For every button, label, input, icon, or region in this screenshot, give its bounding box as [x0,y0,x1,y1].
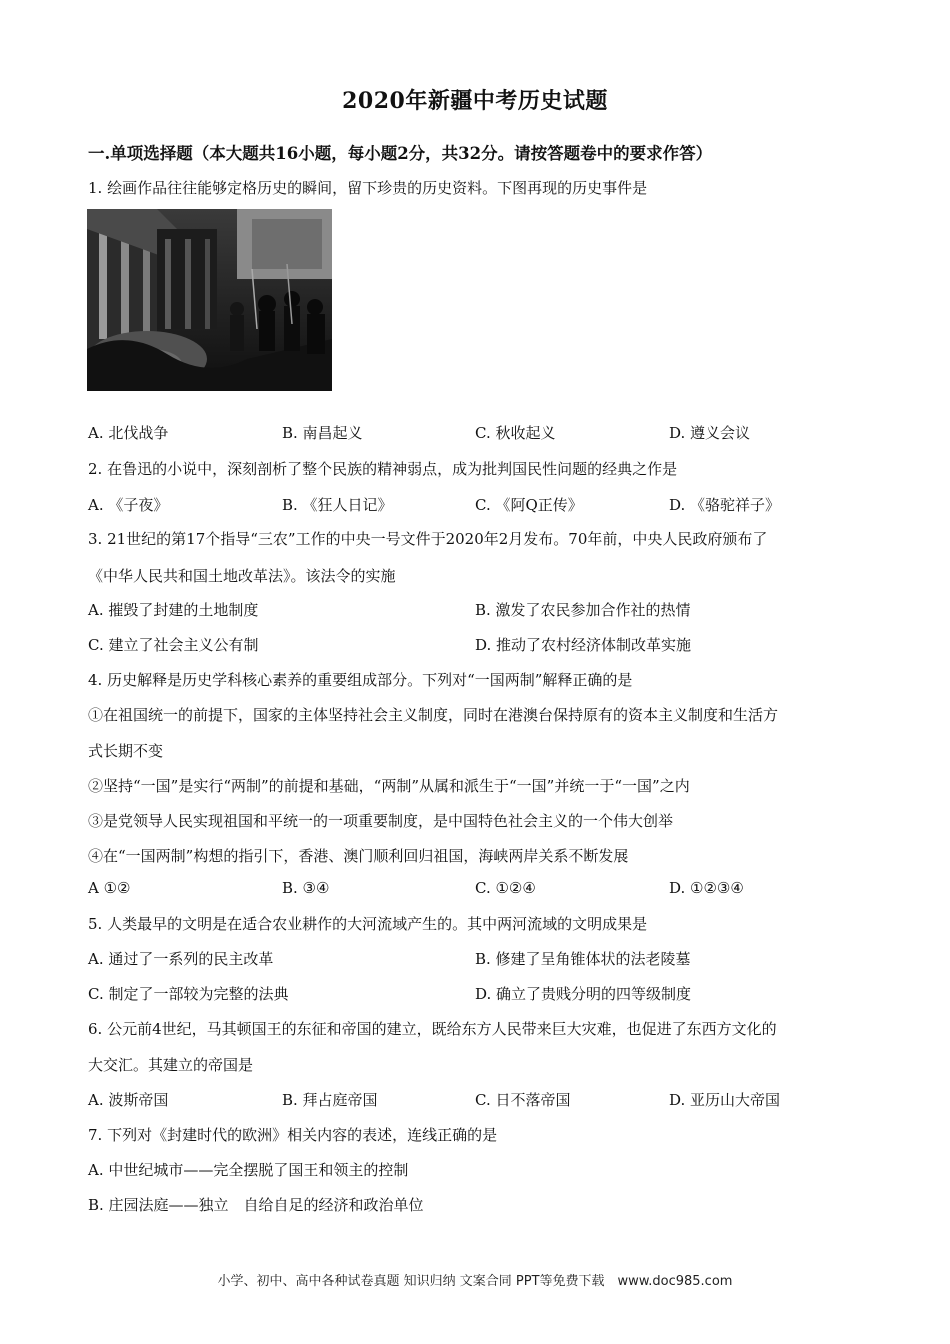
question-4-item-4: ④在“一国两制”构想的指引下，香港、澳门顺利回归祖国，海峡两岸关系不断发展 [88,847,629,865]
q2-option-d: D. 《骆驼祥子》 [669,496,781,514]
q3-option-b: B. 激发了农民参加合作社的热情 [475,601,691,619]
question-4-item-1: ①在祖国统一的前提下，国家的主体坚持社会主义制度，同时在港澳台保持原有的资本主义制度和生活方 [88,706,779,724]
q4-option-d: D. ①②③④ [669,879,744,897]
question-4-stem: 4. 历史解释是历史学科核心素养的重要组成部分。下列对“一国两制”解释正确的是 [88,671,633,689]
question-3-stem-line-2: 《中华人民共和国土地改革法》。该法令的实施 [88,567,396,585]
q1-option-a: A. 北伐战争 [88,424,169,442]
q2-option-a: A. 《子夜》 [88,496,169,514]
q4-option-b: B. ③④ [282,879,330,897]
question-2-stem: 2. 在鲁迅的小说中，深刻剖析了整个民族的精神弱点，成为批判国民性问题的经典之作是 [88,460,678,478]
q7-option-a: A. 中世纪城市——完全摆脱了国王和领主的控制 [88,1161,409,1179]
page-footer: 小学、初中、高中各种试卷真题 知识归纳 文案合同 PPT等免费下载 www.doc985.com [217,1274,733,1289]
question-6-stem-line-1: 6. 公元前4世纪，马其顿国王的东征和帝国的建立，既给东方人民带来巨大灾难，也促进了东西方文化的 [88,1020,777,1038]
q1-option-c: C. 秋收起义 [475,424,556,442]
q5-option-d: D. 确立了贵贱分明的四等级制度 [475,985,692,1003]
q2-option-b: B. 《狂人日记》 [282,496,393,514]
q6-option-a: A. 波斯帝国 [88,1091,169,1109]
question-7-stem: 7. 下列对《封建时代的欧洲》相关内容的表述，连线正确的是 [88,1126,498,1144]
q5-option-a: A. 通过了一系列的民主改革 [88,950,274,968]
question-4-item-1-cont: 式长期不变 [88,742,164,760]
q1-option-b: B. 南昌起义 [282,424,363,442]
q6-option-d: D. 亚历山大帝国 [669,1091,781,1109]
q3-option-c: C. 建立了社会主义公有制 [88,636,259,654]
question-5-stem: 5. 人类最早的文明是在适合农业耕作的大河流域产生的。其中两河流域的文明成果是 [88,915,648,933]
q1-option-d: D. 遵义会议 [669,424,751,442]
page-title: 2020年新疆中考历史试题 [342,88,608,114]
q6-option-b: B. 拜占庭帝国 [282,1091,378,1109]
question-1-stem: 1. 绘画作品往往能够定格历史的瞬间，留下珍贵的历史资料。下图再现的历史事件是 [88,179,648,197]
historical-painting-image [87,209,332,391]
q6-option-c: C. 日不落帝国 [475,1091,571,1109]
q2-option-c: C. 《阿Q正传》 [475,496,583,514]
q4-option-a: A ①② [88,879,131,897]
question-4-item-2: ②坚持“一国”是实行“两制”的前提和基础，“两制”从属和派生于“一国”并统一于“一国”之内 [88,777,690,795]
q3-option-d: D. 推动了农村经济体制改革实施 [475,636,692,654]
q7-option-b: B. 庄园法庭——独立 自给自足的经济和政治单位 [88,1196,424,1214]
painting-illustration [87,209,332,391]
question-3-stem-line-1: 3. 21世纪的第17个指导“三农”工作的中央一号文件于2020年2月发布。70年前，中央人民政府颁布了 [88,530,768,548]
q4-option-c: C. ①②④ [475,879,536,897]
q5-option-b: B. 修建了呈角锥体状的法老陵墓 [475,950,691,968]
q3-option-a: A. 摧毁了封建的土地制度 [88,601,259,619]
question-4-item-3: ③是党领导人民实现祖国和平统一的一项重要制度，是中国特色社会主义的一个伟大创举 [88,812,674,830]
q5-option-c: C. 制定了一部较为完整的法典 [88,985,289,1003]
section-heading: 一.单项选择题（本大题共16小题，每小题2分，共32分。请按答题卷中的要求作答） [88,144,713,163]
question-6-stem-line-2: 大交汇。其建立的帝国是 [88,1056,254,1074]
